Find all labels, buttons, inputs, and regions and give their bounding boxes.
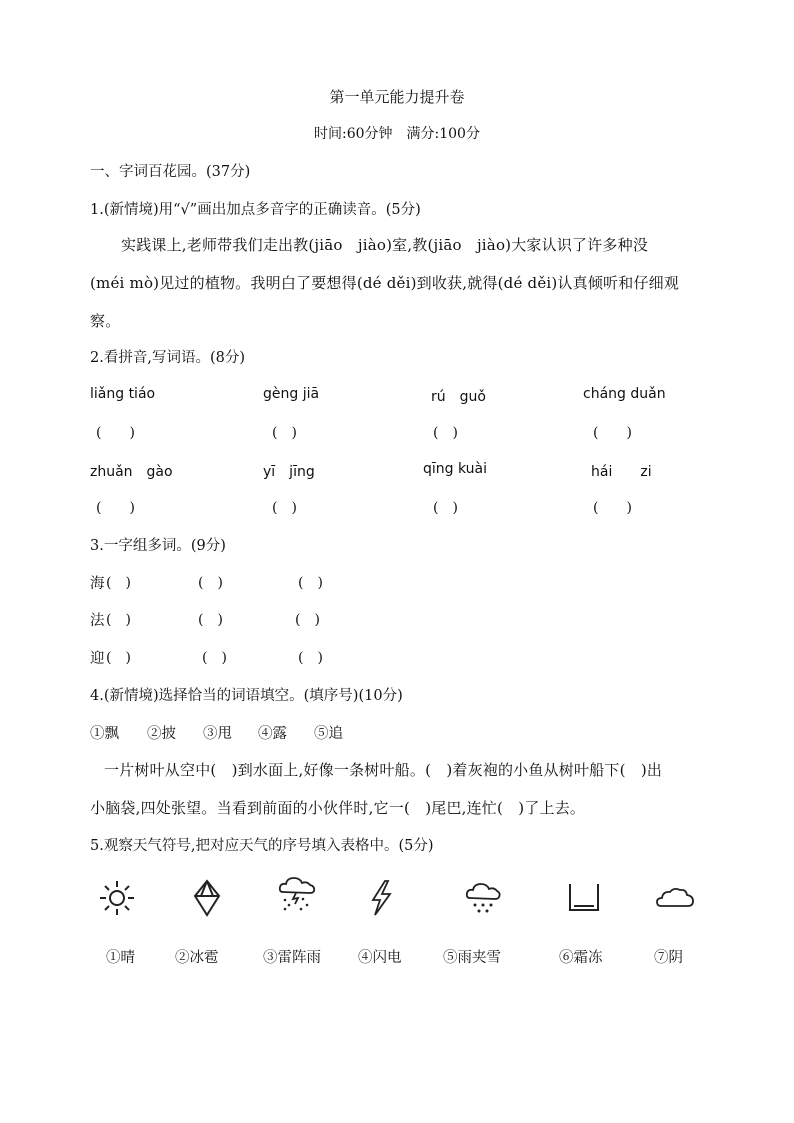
weather-caption: ⑥霜冻 [559, 950, 603, 966]
thunder-shower-icon [277, 874, 317, 914]
answer-blank[interactable]: ( ) [433, 425, 458, 441]
page-title: 第一单元能力提升卷 [329, 88, 465, 106]
weather-caption: ⑤雨夹雪 [443, 950, 501, 966]
option-item: ③甩 [203, 726, 232, 742]
answer-blank[interactable]: ( ) [106, 575, 131, 591]
option-item: ⑤追 [314, 726, 343, 742]
option-item: ②披 [147, 726, 176, 742]
answer-blank[interactable]: ( ) [96, 500, 135, 516]
pinyin-item: cháng duǎn [583, 386, 666, 402]
section-heading: 一、字词百花园。(37分) [90, 164, 251, 180]
q3-heading: 3.一字组多词。(9分) [90, 538, 226, 554]
answer-blank[interactable]: ( ) [96, 425, 135, 441]
q1-paragraph-line-3: 察。 [90, 312, 121, 330]
exam-info: 时间:60分钟 满分:100分 [314, 126, 480, 142]
weather-caption: ④闪电 [358, 950, 402, 966]
q1-paragraph-line-2: (méi mò)见过的植物。我明白了要想得(dé děi)到收获,就得(dé děi)认真倾听和仔细观 [90, 274, 680, 292]
pinyin-item: rú guǒ [431, 389, 486, 405]
weather-caption: ①晴 [106, 950, 135, 966]
answer-blank[interactable]: ( ) [198, 575, 223, 591]
answer-blank[interactable]: ( ) [106, 612, 131, 628]
answer-blank[interactable]: ( ) [593, 500, 632, 516]
q4-heading: 4.(新情境)选择恰当的词语填空。(填序号)(10分) [90, 688, 403, 704]
answer-blank[interactable]: ( ) [202, 650, 227, 666]
q4-paragraph-line-1: 一片树叶从空中( )到水面上,好像一条树叶船。( )着灰袍的小鱼从树叶船下( )出 [104, 761, 663, 779]
answer-blank[interactable]: ( ) [298, 575, 323, 591]
weather-caption: ⑦阴 [654, 950, 683, 966]
answer-blank[interactable]: ( ) [272, 425, 297, 441]
pinyin-item: liǎng tiáo [90, 386, 156, 402]
hail-icon [187, 878, 227, 918]
answer-blank[interactable]: ( ) [198, 612, 223, 628]
answer-blank[interactable]: ( ) [272, 500, 297, 516]
pinyin-item: zhuǎn gào [90, 464, 173, 480]
q3-char: 海 [90, 576, 105, 592]
q3-char: 法 [90, 613, 105, 629]
pinyin-item: gèng jiā [263, 386, 320, 402]
pinyin-item: qīng kuài [423, 461, 488, 477]
q2-heading: 2.看拼音,写词语。(8分) [90, 350, 245, 366]
pinyin-item: hái zi [591, 464, 652, 480]
q1-paragraph-line-1: 实践课上,老师带我们走出教(jiāo jiào)室,教(jiāo jiào)大家认识了许多种没 [121, 236, 649, 254]
weather-caption: ③雷阵雨 [263, 950, 321, 966]
q3-char: 迎 [90, 651, 105, 667]
pinyin-item: yī jīng [263, 464, 315, 480]
frost-icon [564, 878, 604, 918]
cloud-icon [655, 878, 695, 918]
q1-heading: 1.(新情境)用“√”画出加点多音字的正确读音。(5分) [90, 202, 421, 218]
sun-icon [97, 878, 137, 918]
q5-heading: 5.观察天气符号,把对应天气的序号填入表格中。(5分) [90, 838, 434, 854]
answer-blank[interactable]: ( ) [298, 650, 323, 666]
answer-blank[interactable]: ( ) [295, 612, 320, 628]
q4-paragraph-line-2: 小脑袋,四处张望。当看到前面的小伙伴时,它一( )尾巴,连忙( )了上去。 [90, 799, 586, 817]
answer-blank[interactable]: ( ) [433, 500, 458, 516]
option-item: ①飘 [90, 726, 119, 742]
answer-blank[interactable]: ( ) [106, 650, 131, 666]
option-item: ④露 [258, 726, 287, 742]
sleet-icon [463, 878, 503, 918]
answer-blank[interactable]: ( ) [593, 425, 632, 441]
lightning-icon [361, 878, 401, 918]
weather-caption: ②冰雹 [175, 950, 219, 966]
